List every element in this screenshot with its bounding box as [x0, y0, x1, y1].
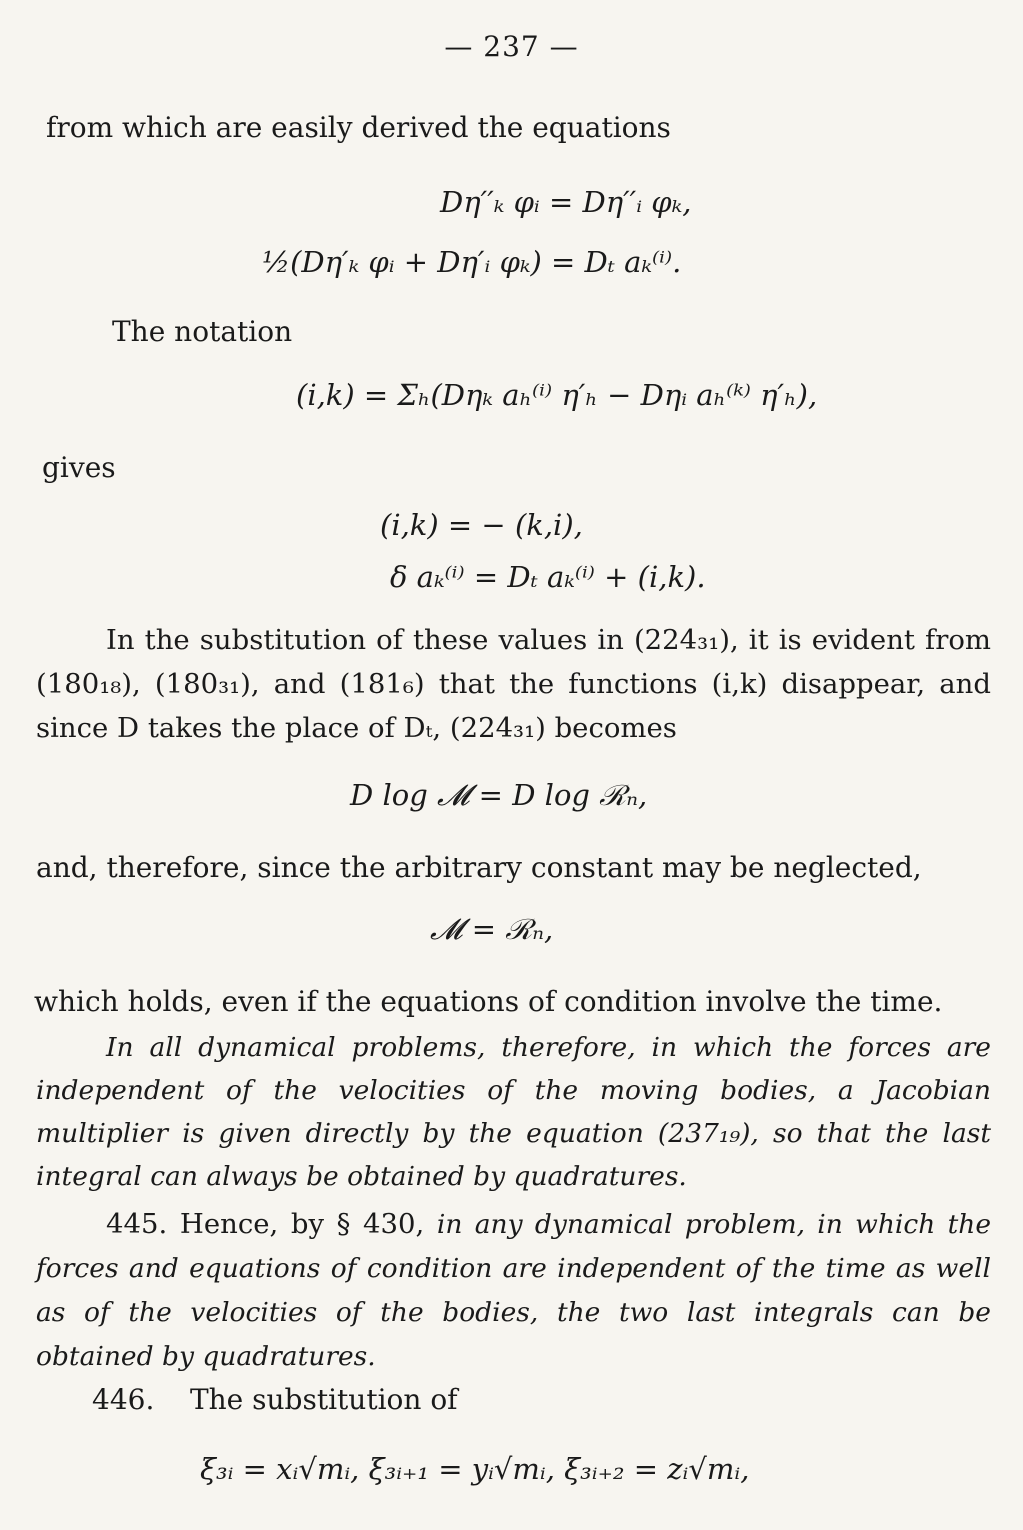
text-line: which holds, even if the equations of condition involve the time.	[34, 985, 943, 1018]
equation: (i,k) = − (k,i),	[380, 508, 583, 542]
equation: ξ₃ᵢ = xᵢ√mᵢ, ξ₃ᵢ₊₁ = yᵢ√mᵢ, ξ₃ᵢ₊₂ = zᵢ√mᵢ,	[200, 1452, 750, 1486]
equation: 𝓜 = ℛₙ,	[430, 912, 554, 946]
equation: δ aₖ⁽ⁱ⁾ = Dₜ aₖ⁽ⁱ⁾ + (i,k).	[390, 560, 706, 594]
section-lead: Hence, by § 430,	[179, 1208, 425, 1240]
section-446	[92, 1378, 458, 1422]
equation: Dη′′ₖ φᵢ = Dη′′ᵢ φₖ,	[440, 185, 692, 219]
section-number: 445.	[106, 1208, 168, 1240]
equation: D log 𝓜 = D log ℛₙ,	[350, 778, 648, 812]
section-text: The substitution of	[189, 1383, 458, 1416]
section-number: 446.	[92, 1383, 155, 1416]
section-445	[36, 1202, 991, 1378]
page-number: — 237 —	[444, 30, 579, 63]
section-text: in any dynamical problem, in which the forces and equations of condition are independent of the time as well as of the velocities of the bodies, the two last integrals can be obtained by quadratures.	[36, 1209, 992, 1372]
text-line: from which are easily derived the equations	[46, 111, 671, 144]
equation: (i,k) = Σₕ(Dηₖ aₕ⁽ⁱ⁾ η′ₕ − Dηᵢ aₕ⁽ᵏ⁾ η′ₕ),	[296, 378, 818, 412]
text-line: and, therefore, since the arbitrary constant may be neglected,	[36, 851, 922, 884]
paragraph: In the substitution of these values in (224₃₁), it is evident from (180₁₈), (180₃₁), and (181₆) that the functions (i,k) disappear, and since D takes the place of Dₜ, (224₃₁) becomes	[36, 624, 991, 744]
equation: ½(Dη′ₖ φᵢ + Dη′ᵢ φₖ) = Dₜ aₖ⁽ⁱ⁾.	[262, 245, 682, 279]
theorem-paragraph: In all dynamical problems, therefore, in which the forces are independent of the velocities of the moving bodies, a Jacobian multiplier is given directly by the equation (237₁₉), so that the last integral can always be obtained by quadratures.	[36, 1032, 991, 1192]
text-line: gives	[42, 451, 116, 484]
text-line: The notation	[112, 315, 293, 348]
